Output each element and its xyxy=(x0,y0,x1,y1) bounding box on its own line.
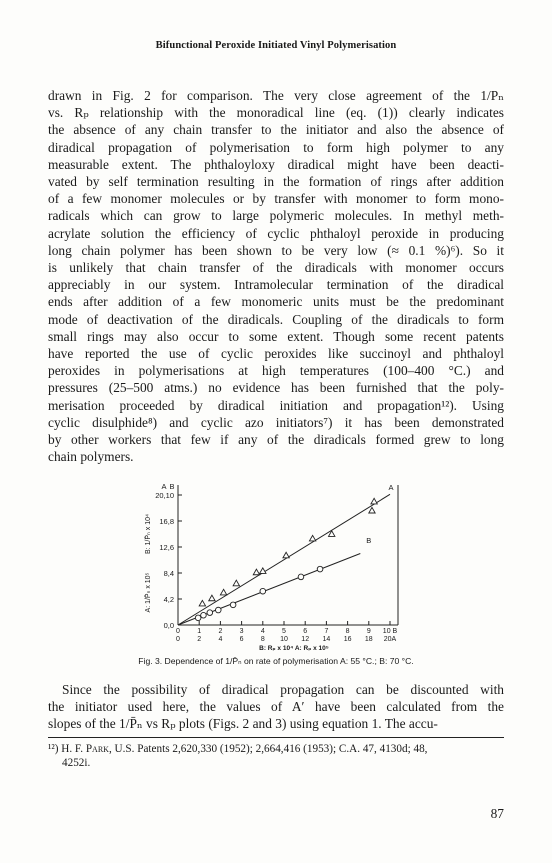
footnote-rule xyxy=(48,737,504,738)
x-axis-label: B: Rₚ x 10⁴ A: Rₚ x 10⁵ xyxy=(259,645,329,652)
figure-caption: Fig. 3. Dependence of 1/P̄ₙ on rate of polymerisation A: 55 °C.; B: 70 °C. xyxy=(138,656,414,666)
page-number: 87 xyxy=(490,806,504,821)
x-tick-label-a: 4 xyxy=(218,636,223,643)
data-point-a xyxy=(371,498,377,504)
x-tick-label-b: 3 xyxy=(239,628,244,635)
x-tick-label-a: 2 xyxy=(197,636,202,643)
paragraph-1-line: acrylate solution the efficiency of cyclic phthaloyl peroxide in producing xyxy=(48,225,504,241)
data-point-a xyxy=(260,568,266,574)
x-tick-label-b: 9 xyxy=(366,628,371,635)
x-tick-label-b: 2 xyxy=(218,628,223,635)
data-point-a xyxy=(233,580,239,586)
paragraph-2-line: Since the possibility of diradical propagation can be discounted with xyxy=(62,682,504,697)
body-paragraph-2 xyxy=(48,681,504,733)
y-tick-label: 12,6 xyxy=(159,543,174,552)
x-tick-label-b: 5 xyxy=(282,628,286,635)
y-tick-label: 16,8 xyxy=(159,517,174,526)
line-label-a: A xyxy=(388,482,394,492)
data-point-b xyxy=(215,607,221,613)
y-axis-label-a: A: 1/P̄ₙ x 10⁵ xyxy=(145,572,152,613)
data-point-b xyxy=(207,610,213,616)
paragraph-1-line: appreciably in our system. Intramolecular termination of the diradical xyxy=(48,277,504,293)
figure-3-chart xyxy=(0,440,552,652)
paragraph-1-line: pressures (25–500 atms.) no evidence has been furnished that the poly- xyxy=(48,380,504,396)
x-tick-label-a: 8 xyxy=(260,636,265,643)
x-tick-label-b: 0 xyxy=(176,628,180,635)
data-point-a xyxy=(309,535,315,541)
x-tick-label-a: 20A xyxy=(383,636,397,643)
paragraph-1-line: measurable extent. The phthaloyloxy diradical might have been deacti- xyxy=(48,156,504,172)
y-tick-label: 8,4 xyxy=(163,569,174,578)
data-point-a xyxy=(283,552,289,558)
paragraph-1-line: ends after addition of a few monomeric units must be the predominant xyxy=(48,294,504,310)
paragraph-1-line: long chain polymer has been shown to be very low (≈ 0.1 %)⁶). So it xyxy=(48,242,504,258)
paragraph-1-line: small rings may also occur to some extent. Though some recent patents xyxy=(48,328,504,344)
data-point-a xyxy=(253,569,259,575)
data-point-b xyxy=(298,574,304,580)
line-label-b: B xyxy=(366,536,372,546)
data-point-a xyxy=(209,595,215,601)
y-tick-label: 4,2 xyxy=(163,595,174,604)
data-point-b xyxy=(230,602,236,608)
paragraph-1-line: radicals which can grow to large polymeric molecules. In methyl meth- xyxy=(48,208,504,224)
paragraph-2-line: the initiator used here, the values of A′ have been calculated from the xyxy=(48,699,504,715)
footnote-text: , U.S. Patents 2,620,330 (1952); 2,664,416 (1953); C.A. 47, 4130d; 48, xyxy=(108,743,428,755)
y-top-label-b: B xyxy=(169,482,175,491)
data-point-b xyxy=(260,588,266,594)
paragraph-1-line: drawn in Fig. 2 for comparison. The very close agreement of the 1/Pₙ xyxy=(48,88,504,103)
paragraph-1-line: have reported the use of cyclic peroxides like succinoyl and phthaloyl xyxy=(48,346,504,362)
x-tick-label-b: 1 xyxy=(197,628,202,635)
x-tick-label-a: 14 xyxy=(322,636,331,643)
fit-line-a xyxy=(178,494,390,625)
y-top-label-a: A xyxy=(161,482,167,491)
footnote xyxy=(48,742,504,770)
y-axis-label-b: B: 1/P̄ₙ x 10⁴ xyxy=(145,513,152,555)
paragraph-1-line: merisation proceeded by diradical initiation and propagation¹²). Using xyxy=(48,397,504,413)
paragraph-1-line: chain polymers. xyxy=(48,449,134,465)
x-tick-label-a: 16 xyxy=(343,636,352,643)
x-tick-label-a: 12 xyxy=(301,636,310,643)
paragraph-1-line: of a few monomer molecules or by transfer with monomer to form mono- xyxy=(48,191,504,207)
data-point-a xyxy=(199,600,205,606)
paragraph-1-line: mode of deactivation of the diradicals. Coupling of the diradicals to form xyxy=(48,311,504,327)
x-tick-label-b: 6 xyxy=(303,628,308,635)
paragraph-1-line: the absence of any chain transfer to the initiator and also the absence of xyxy=(48,122,504,138)
data-point-a xyxy=(369,507,375,513)
paragraph-1-line: is unlikely that chain transfer of the diradicals with monomer occurs xyxy=(48,260,504,276)
x-tick-label-a: 10 xyxy=(280,636,288,643)
paragraph-1-line: vs. Rₚ relationship with the monoradical line (eq. (1)) clearly indicates xyxy=(48,105,504,121)
x-tick-label-b: 4 xyxy=(260,628,265,635)
data-point-a xyxy=(220,589,226,595)
footnote-text-cont: 4252i. xyxy=(62,757,91,769)
footnote-author: H. F. Park xyxy=(61,743,109,755)
paragraph-1-line: cyclic disulphide⁸) and cyclic azo initiators⁷) it has been demonstrated xyxy=(48,414,504,430)
paragraph-1-line: diradical propagation of polymerisation to form high polymer to any xyxy=(48,139,504,155)
paragraph-1-line: vated by self termination resulting in the formation of rings after addition xyxy=(48,174,504,190)
data-point-b xyxy=(201,612,207,618)
paragraph-1-line: by other workers that few if any of the diradicals formed grew to long xyxy=(48,432,504,448)
paragraph-1-line: peroxides in polymerisations at high temperatures (100–400 °C.) and xyxy=(48,363,504,379)
data-point-b xyxy=(317,566,323,572)
x-tick-label-a: 0 xyxy=(176,636,180,643)
paragraph-2-line: slopes of the 1/P̄ₙ vs Rₚ plots (Figs. 2 and 3) using equation 1. The accu- xyxy=(48,716,438,732)
running-head: Bifunctional Peroxide Initiated Vinyl Polymerisation xyxy=(155,40,397,51)
y-tick-label: 0,0 xyxy=(163,621,174,630)
x-tick-label-a: 6 xyxy=(239,636,244,643)
x-tick-label-a: 18 xyxy=(364,636,373,643)
y-tick-label: 20,10 xyxy=(155,491,174,500)
x-tick-label-b: 10 B xyxy=(382,628,398,635)
footnote-marker: ¹²) xyxy=(48,743,59,755)
body-paragraph-1 xyxy=(48,87,504,465)
data-point-b xyxy=(195,615,201,621)
x-tick-label-b: 8 xyxy=(345,628,350,635)
x-tick-label-b: 7 xyxy=(324,628,329,635)
